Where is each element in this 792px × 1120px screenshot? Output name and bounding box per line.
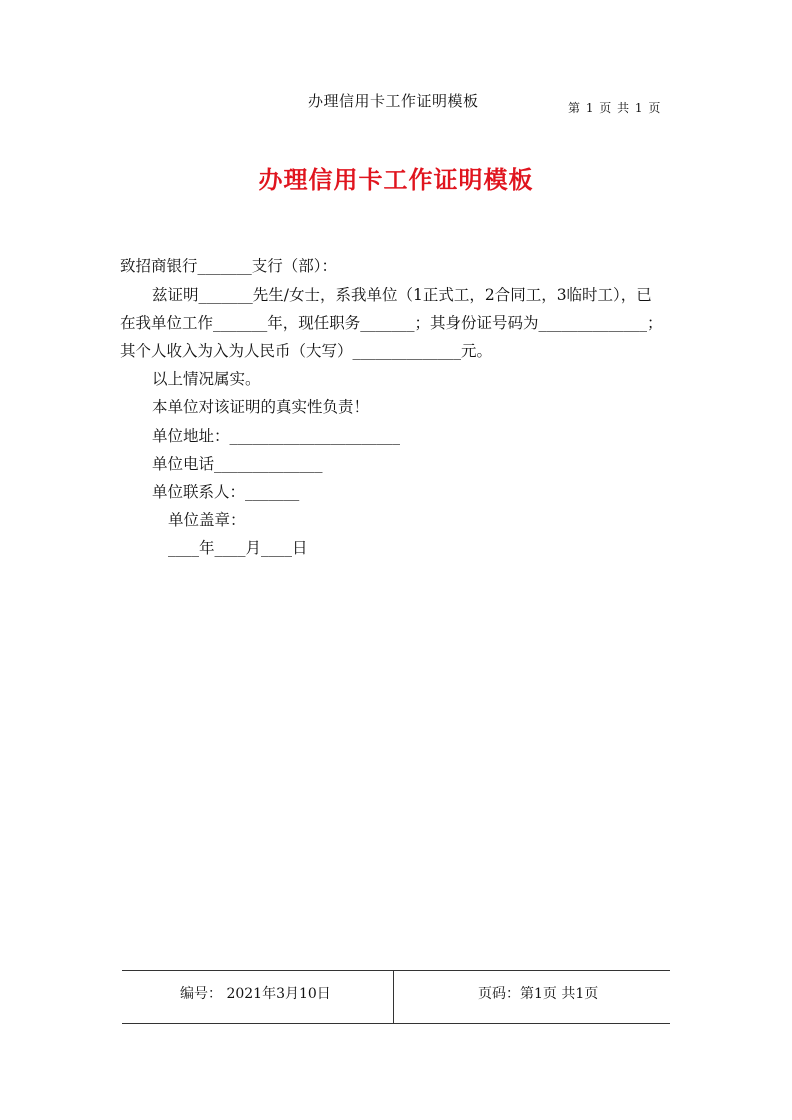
- page-header-title: 办理信用卡工作证明模板: [308, 92, 479, 110]
- footer-bottom-rule: [122, 1023, 670, 1024]
- salutation-line: 致招商银行_______支行（部）：: [120, 257, 338, 275]
- body-line-1: 兹证明_______先生/女士，系我单位（1正式工，2合同工，3临时工），已: [152, 286, 652, 304]
- date-line: ____年____月____日: [168, 539, 308, 557]
- unit-seal-line: 单位盖章：: [168, 511, 246, 529]
- page-header-page-info: 第 1 页 共 1 页: [568, 101, 662, 115]
- footer-page-number: 页码：第1页 共1页: [478, 986, 599, 1002]
- unit-phone-line: 单位电话______________: [152, 455, 323, 473]
- footer-divider: [393, 970, 394, 1024]
- statement-responsible: 本单位对该证明的真实性负责！: [152, 398, 370, 416]
- body-line-2: 在我单位工作_______年，现任职务_______；其身份证号码为______________；: [120, 314, 663, 332]
- footer-number: 编号： 2021年3月10日: [180, 986, 331, 1002]
- footer-top-rule: [122, 970, 670, 971]
- unit-contact-line: 单位联系人：_______: [152, 483, 300, 501]
- body-line-3: 其个人收入为入为人民币（大写）______________元。: [120, 342, 493, 360]
- document-title: 办理信用卡工作证明模板: [258, 165, 534, 194]
- unit-address-line: 单位地址：______________________: [152, 427, 401, 445]
- statement-true: 以上情况属实。: [152, 370, 261, 388]
